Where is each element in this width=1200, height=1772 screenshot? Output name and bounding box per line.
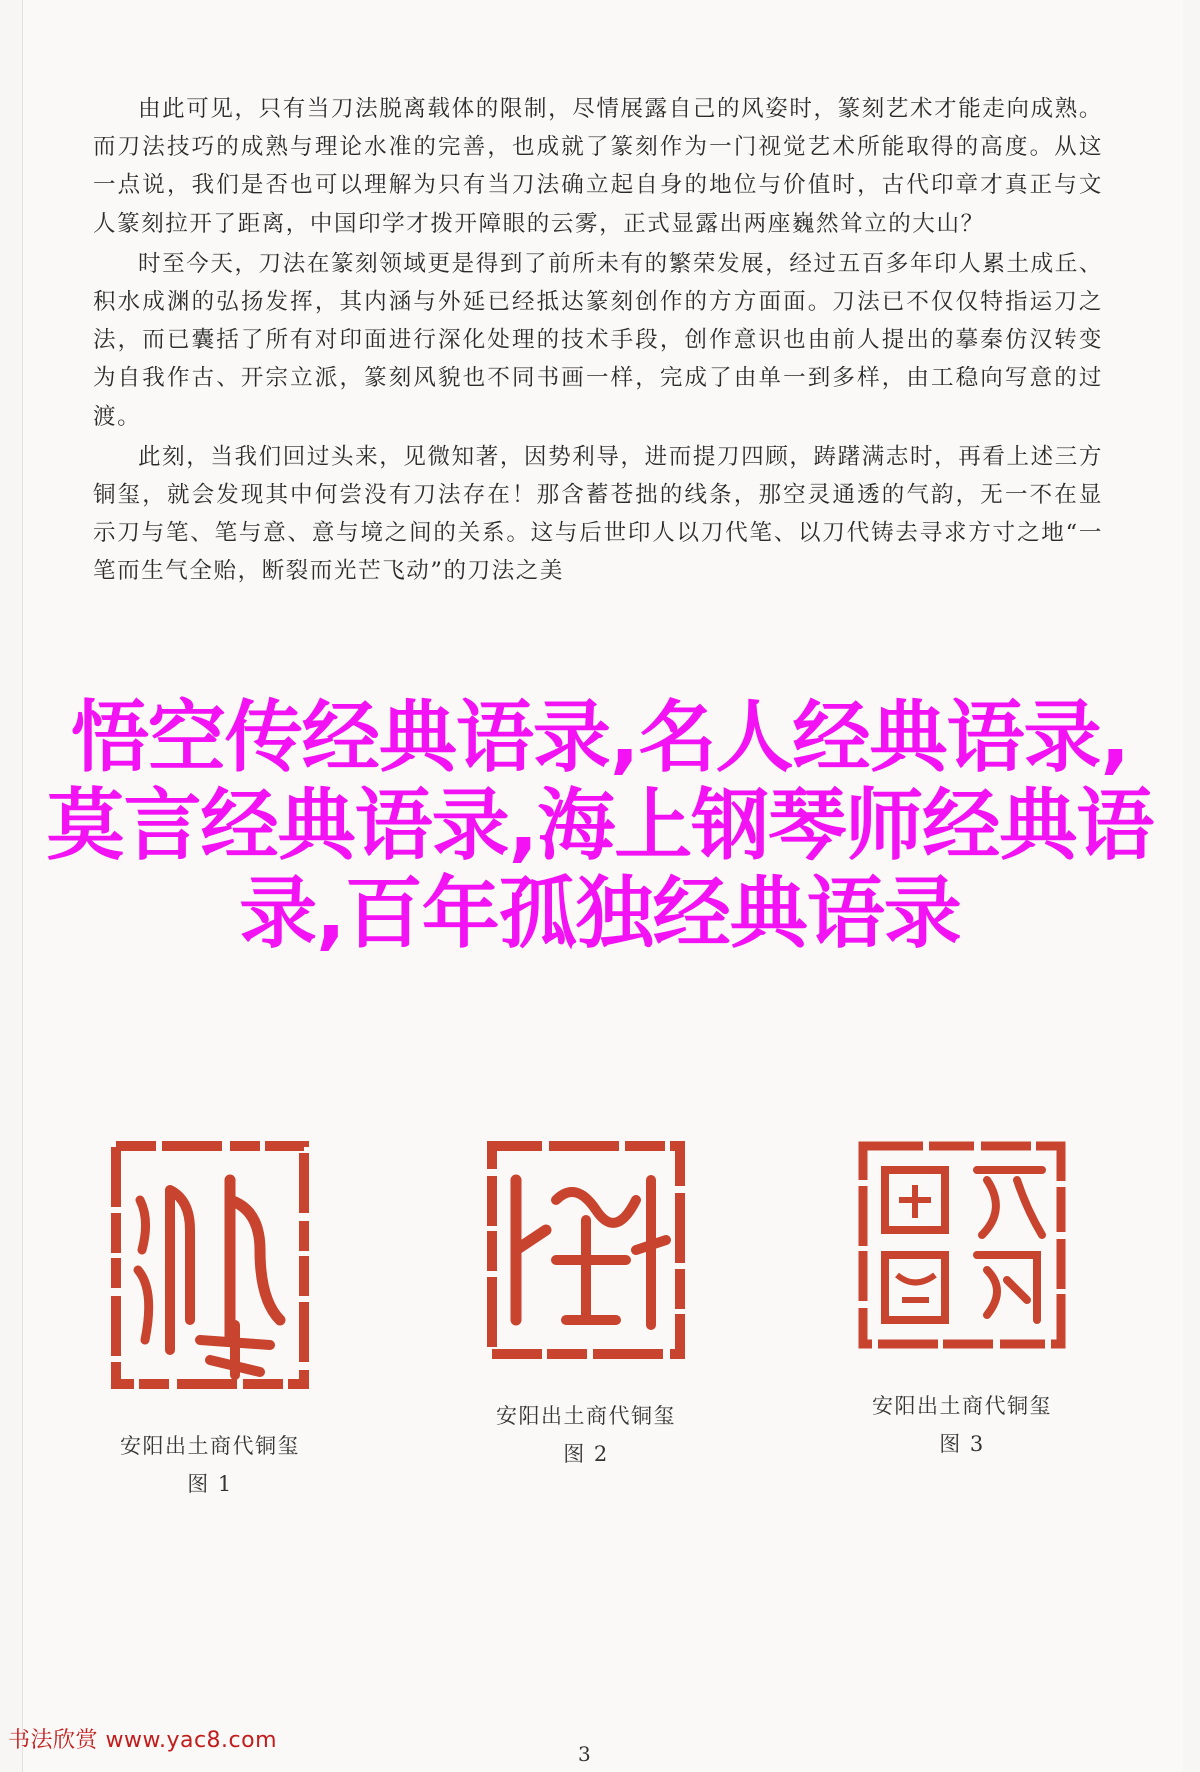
seal-figure-2 — [436, 1140, 736, 1468]
page-number: 3 — [578, 1742, 591, 1766]
site-watermark: 书法欣赏 www.yac8.com — [8, 1728, 278, 1753]
seal-2-figure-label: 图 2 — [563, 1442, 609, 1466]
paragraph: 此刻，当我们回过头来，见微知著，因势利导，进而提刀四顾，踌躇满志时，再看上述三方铜玺，就会发现其中何尝没有刀法存在！那含蓄苍拙的线条，那空灵通透的气韵，无一不在显示刀与笔、笔与意、意与境之间的关系。这与后世印人以刀代笔、以刀代铸去寻求方寸之地“一笔而生气全贻，断裂而光芒飞动”的刀法之美 — [93, 443, 1103, 585]
seal-1-figure-label: 图 1 — [187, 1472, 233, 1496]
seal-1-image — [110, 1140, 310, 1390]
seal-3-caption: 安阳出土商代铜玺 — [872, 1394, 1052, 1418]
seal-figures — [0, 1140, 1200, 1540]
seal-figure-3 — [812, 1140, 1112, 1458]
seal-3-figure-label: 图 3 — [939, 1432, 985, 1456]
seal-1-caption: 安阳出土商代铜玺 — [120, 1434, 300, 1458]
paragraph: 由此可见，只有当刀法脱离载体的限制，尽情展露自己的风姿时，篆刻艺术才能走向成熟。而刀法技巧的成熟与理论水准的完善，也成就了篆刻作为一门视觉艺术所能取得的高度。从这一点说，我们是否也可以理解为只有当刀法确立起自身的地位与价值时，古代印章才真正与文人篆刻拉开了距离，中国印学才拨开障眼的云雾，正式显露出两座巍然耸立的大山？ — [93, 96, 1103, 237]
article-body — [93, 90, 1103, 593]
seal-2-caption: 安阳出土商代铜玺 — [496, 1404, 676, 1428]
seal-2-image — [486, 1140, 686, 1360]
overlay-title: 悟空传经典语录,名人经典语录,莫言经典语录,海上钢琴师经典语录,百年孤独经典语录 — [46, 693, 1154, 959]
seal-3-image — [857, 1140, 1067, 1350]
paragraph: 时至今天，刀法在篆刻领域更是得到了前所未有的繁荣发展，经过五百多年印人累土成丘、积水成渊的弘扬发挥，其内涵与外延已经抵达篆刻创作的方方面面。刀法已不仅仅特指运刀之法，而已囊括了所有对印面进行深化处理的技术手段，创作意识也由前人提出的摹秦仿汉转变为自我作古、开宗立派，篆刻风貌也不同书画一样，完成了由单一到多样，由工稳向写意的过渡。 — [93, 250, 1103, 430]
seal-figure-1 — [60, 1140, 360, 1498]
